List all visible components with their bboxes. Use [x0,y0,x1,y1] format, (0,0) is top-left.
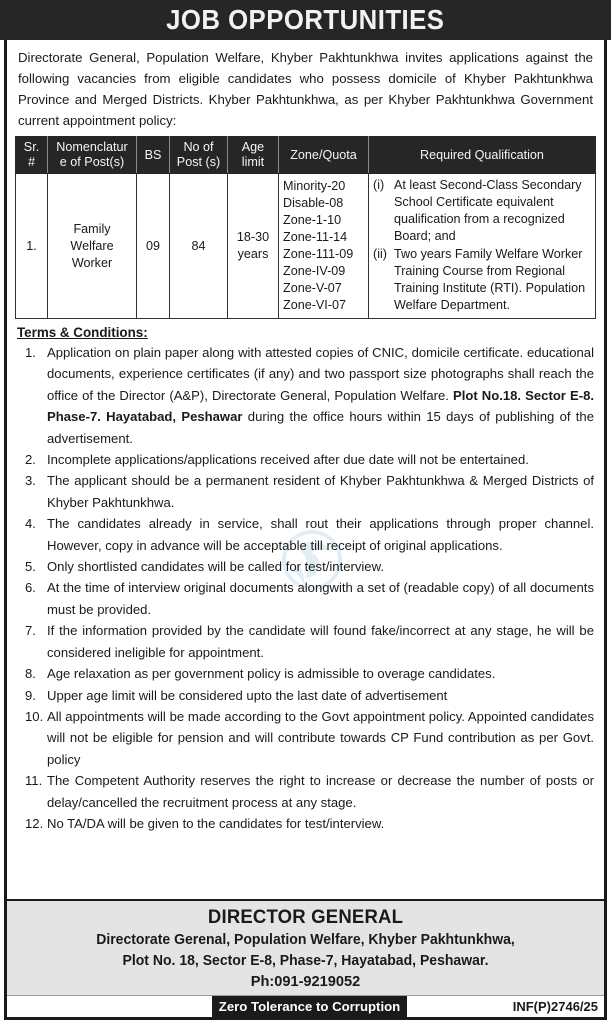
advert-title-band [0,0,611,40]
footer-slogan-banner: Zero Tolerance to Corruption [212,996,407,1017]
terms-item-emphasis: Plot No.18. Sector E-8. Phase-7. Hayatabad, Peshawar [47,387,595,425]
terms-item-number: 9. [25,687,36,703]
terms-item [17,513,594,556]
zone-quota-item: Zone-111-09 [283,247,354,261]
qualification-item [373,246,591,314]
cell-no-of-posts: 84 [170,174,228,319]
terms-item-text: Incomplete applications/applications received after due date will not be entertained. [47,452,529,468]
terms-item-number: 11. [25,773,43,789]
terms-item-text: Upper age limit will be considered upto the last date of advertisement [47,687,448,703]
terms-item-text: Only shortlisted candidates will be called for test/interview. [47,559,384,575]
col-header-nomenclature: Nomenclatur e of Post(s) [48,137,137,174]
terms-item-number: 3. [25,473,36,489]
terms-item [17,342,594,449]
terms-item-text: The candidates already in service, shall rout their applications through proper channel. However, copy in advance will be acceptable till receipt of original applications. [47,516,594,553]
terms-item [17,770,594,813]
footer-strip [7,995,604,1017]
terms-item-number: 12. [25,815,44,831]
qualification-marker: (ii) [373,247,387,261]
terms-list [7,342,604,834]
terms-item [17,813,594,834]
terms-item-number: 2. [25,452,36,468]
terms-item-text: If the information provided by the candidate will found fake/incorrect at any stage, he will be considered ineligible for appointment. [47,623,594,660]
cell-required-qualification [369,174,596,319]
col-header-sr: Sr. # [16,137,48,174]
table-header-row [16,137,596,174]
qualification-list [373,177,591,314]
col-header-no-of-posts: No of Post (s) [170,137,228,174]
footer-address-line-2: Plot No. 18, Sector E-8, Phase-7, Hayatabad, Peshawar. [122,953,489,969]
terms-item [17,470,594,513]
cell-nomenclature: Family Welfare Worker [48,174,137,319]
terms-item-text: Age relaxation as per government policy is admissible to overage candidates. [47,666,496,682]
vacancy-table [15,136,596,319]
page-title: JOB OPPORTUNITIES [166,4,445,35]
advert-footer [7,899,604,1017]
terms-item-number: 5. [25,559,36,575]
cell-zone-quota [279,174,369,319]
footer-phone: Ph:091-9219052 [250,974,361,990]
col-header-required-qualification: Required Qualification [369,137,596,174]
terms-item-text: All appointments will be made according to the Govt appointment policy. Appointed candidates will not be eligible for pension and will contribute towards CP Fund contribution as per Govt. policy [47,708,594,767]
footer-director-general: DIRECTOR GENERAL [207,906,404,928]
zone-quota-list [283,178,364,314]
qualification-item [373,177,591,245]
zone-quota-item: Zone-1-10 [283,213,342,227]
terms-item [17,706,594,770]
col-header-bs: BS [137,137,170,174]
terms-item [17,556,594,577]
footer-address-line-1: Directorate Gerenal, Population Welfare, Khyber Pakhtunkhwa, [96,932,515,948]
zone-quota-item: Disable-08 [283,196,344,210]
terms-item [17,620,594,663]
qualification-text: Two years Family Welfare Worker Training Course from Regional Training Institute (RTI). Population Welfare Department. [394,247,586,312]
terms-item [17,449,594,470]
terms-item [17,663,594,684]
zone-quota-item: Zone-11-14 [283,230,348,244]
terms-item-text: No TA/DA will be given to the candidates for test/interview. [47,815,385,831]
terms-item [17,577,594,620]
terms-heading: Terms & Conditions: [17,325,148,340]
terms-item-number: 7. [25,623,36,639]
zone-quota-item: Zone-VI-07 [283,298,346,312]
col-header-zone-quota: Zone/Quota [279,137,369,174]
intro-paragraph: Directorate General, Population Welfare, Khyber Pakhtunkhwa invites applications against the following vacancies from eligible candidates who possess domicile of Khyber Pakhtunkhwa Province and Merged Districts. Khyber Pakhtunkhwa, as per Khyber Pakhtunkhwa Government current appointment policy: [18,50,593,128]
terms-item-text: At the time of interview original documents alongwith a set of (readable copy) of all documents must be provided. [47,580,594,617]
vacancy-table-wrapper [7,134,604,319]
qualification-text: At least Second-Class Secondary School Certificate equivalent qualification from a recognized Board; and [394,178,582,243]
terms-item-number: 6. [25,580,36,596]
terms-item-text: Application on plain paper along with attested copies of CNIC, domicile certificate. educational documents, experience certificates (if any) and two passport size photographs shall reach the office of the Director (A&P), Directorate General, Population Welfare. Plot No.18. Sector E-8. Phase-7. Hayatabad, Peshawar during the office hours within 15 days of publishing of the advertisement. [47,345,595,446]
terms-item-number: 10. [25,708,44,724]
table-row [16,174,596,319]
terms-item-text: The Competent Authority reserves the right to increase or decrease the number of posts or delay/cancelled the recruitment process at any stage. [47,773,594,810]
qualification-marker: (i) [373,178,385,192]
zone-quota-item: Zone-IV-09 [283,264,346,278]
advert-body-frame [4,40,607,1020]
terms-item-number: 4. [25,516,36,532]
zone-quota-item: Minority-20 [283,179,346,193]
terms-item-number: 1. [25,345,36,360]
terms-item [17,685,594,706]
cell-age-limit: 18-30 years [228,174,279,319]
terms-item-text: The applicant should be a permanent resident of Khyber Pakhtunkhwa & Merged Districts of Khyber Pakhtunkhwa. [47,473,594,510]
cell-sr: 1. [16,174,48,319]
terms-item-number: 8. [25,666,36,682]
zone-quota-item: Zone-V-07 [283,281,342,295]
cell-bs: 09 [137,174,170,319]
footer-inf-code: INF(P)2746/25 [512,999,598,1014]
col-header-age-limit: Age limit [228,137,279,174]
